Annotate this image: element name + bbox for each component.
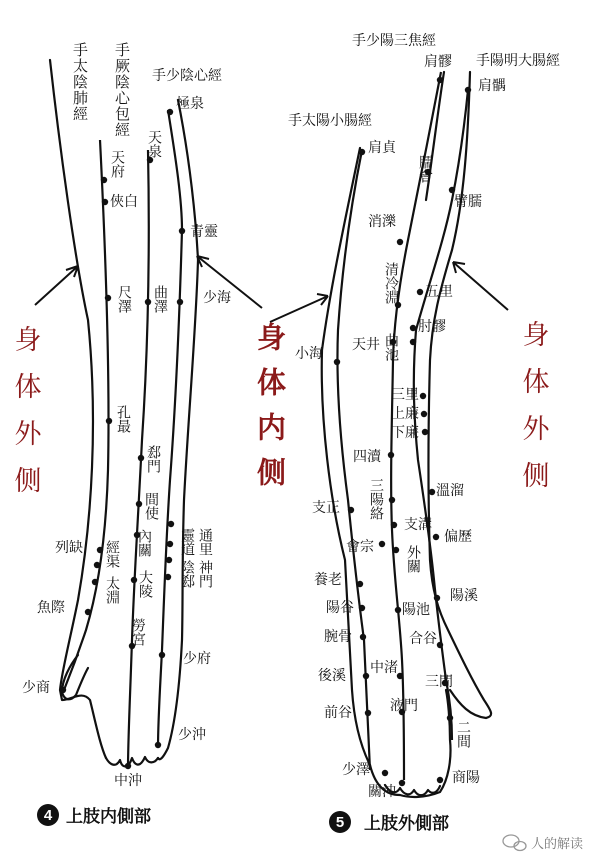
label-wenliu: 溫溜 bbox=[436, 483, 464, 499]
point-jianliao bbox=[437, 77, 443, 83]
side-label-outer-left: 身体外侧 bbox=[9, 325, 41, 513]
label-yinxi: 陰郄 bbox=[179, 560, 195, 588]
label-lingdao: 靈道 bbox=[179, 528, 195, 556]
point-shaoshang bbox=[60, 687, 66, 693]
label-zhongzhu: 中渚 bbox=[370, 660, 398, 676]
point-jianyu bbox=[465, 87, 471, 93]
label-qiangu: 前谷 bbox=[324, 705, 352, 721]
watermark bbox=[503, 835, 583, 852]
label-daling: 大陵 bbox=[137, 570, 153, 598]
caption-left-number: 4 bbox=[43, 807, 53, 824]
label-sidu: 四瀆 bbox=[353, 449, 381, 465]
point-zhizheng bbox=[348, 507, 354, 513]
label-pianli: 偏歷 bbox=[444, 529, 472, 545]
left-arm-figure bbox=[22, 42, 231, 789]
point-sanyangluo bbox=[389, 497, 395, 503]
caption-left bbox=[37, 804, 151, 827]
label-shaohai: 少海 bbox=[203, 290, 231, 306]
point-wangu bbox=[360, 634, 366, 640]
label-shangyang: 商陽 bbox=[452, 770, 480, 786]
label-yangxi: 陽溪 bbox=[450, 588, 478, 604]
label-wangu: 腕骨 bbox=[324, 629, 352, 645]
point-sanli bbox=[420, 393, 426, 399]
wechat-icon bbox=[503, 835, 526, 851]
watermark-text: 人的解读 bbox=[531, 837, 584, 852]
point-shaohai bbox=[177, 299, 183, 305]
point-zhouliao bbox=[410, 325, 416, 331]
caption-right-number: 5 bbox=[335, 814, 345, 831]
label-shanglian: 上廉 bbox=[391, 406, 419, 422]
label-tianfu: 天府 bbox=[109, 150, 125, 178]
point-qiangu bbox=[365, 710, 371, 716]
label-yuji: 魚際 bbox=[37, 600, 65, 616]
label-shaofu: 少府 bbox=[183, 651, 211, 667]
label-chize: 尺澤 bbox=[116, 285, 132, 313]
label-xiaohai: 小海 bbox=[295, 346, 323, 362]
side-label-outer-right: 身体外侧 bbox=[517, 320, 549, 508]
point-shaoze bbox=[382, 770, 388, 776]
label-large-intestine-meridian: 手陽明大腸經 bbox=[476, 53, 560, 69]
arrow-right-outer bbox=[453, 262, 508, 310]
label-yemen: 液門 bbox=[390, 698, 418, 714]
label-houxi: 後溪 bbox=[318, 668, 346, 684]
label-quchi: 曲池 bbox=[383, 333, 399, 361]
point-yinxi bbox=[166, 557, 172, 563]
label-wuli: 五里 bbox=[425, 284, 453, 300]
caption-left-title: 上肢内側部 bbox=[66, 807, 151, 827]
point-jianshi bbox=[136, 501, 142, 507]
point-lieque bbox=[97, 547, 103, 553]
point-quze bbox=[145, 299, 151, 305]
point-xialian bbox=[422, 429, 428, 435]
label-guanchong: 關沖 bbox=[368, 784, 396, 800]
label-huizong: 會宗 bbox=[346, 539, 374, 555]
label-tianquan: 天泉 bbox=[146, 130, 162, 158]
point-xiabai bbox=[102, 199, 108, 205]
label-naohui: 臑會 bbox=[417, 155, 433, 183]
label-lung-meridian: 手太陰肺經 bbox=[71, 42, 89, 122]
label-quze: 曲澤 bbox=[152, 285, 168, 313]
label-erjian: 二間 bbox=[455, 720, 471, 748]
point-wenliu bbox=[429, 489, 435, 495]
label-jianzhen: 肩貞 bbox=[368, 140, 396, 156]
label-neiguan: 內關 bbox=[136, 529, 152, 557]
point-jingqu bbox=[94, 562, 100, 568]
caption-right bbox=[329, 811, 449, 834]
point-shangyang bbox=[437, 777, 443, 783]
label-yanglao: 養老 bbox=[314, 572, 342, 588]
label-lieque: 列缺 bbox=[55, 540, 83, 556]
point-yangchi bbox=[395, 607, 401, 613]
label-jiquan: 極泉 bbox=[176, 96, 204, 112]
label-tianjing: 天井 bbox=[352, 337, 380, 353]
label-yangchi: 陽池 bbox=[402, 602, 430, 618]
label-heart-meridian: 手少陰心經 bbox=[152, 68, 222, 84]
point-zhigou bbox=[391, 522, 397, 528]
point-shenmen bbox=[165, 574, 171, 580]
point-tongli bbox=[167, 541, 173, 547]
point-huizong bbox=[379, 541, 385, 547]
point-wuli bbox=[417, 289, 423, 295]
point-yuji bbox=[85, 609, 91, 615]
label-xiaoluo: 消濼 bbox=[368, 214, 396, 230]
label-xialian: 下廉 bbox=[391, 425, 419, 441]
label-taiyuan: 太淵 bbox=[104, 576, 120, 604]
point-waiguan bbox=[393, 547, 399, 553]
label-yanggu: 陽谷 bbox=[326, 600, 354, 616]
label-qinglengyuan: 清冷淵 bbox=[383, 262, 399, 304]
point-yangxi bbox=[434, 595, 440, 601]
left-hand-fingers bbox=[106, 757, 158, 767]
point-jianzhen bbox=[359, 149, 365, 155]
label-sanli: 三里 bbox=[391, 387, 419, 403]
label-xiabai: 俠白 bbox=[110, 194, 138, 210]
label-zhongchong: 中沖 bbox=[114, 773, 142, 789]
label-shaochong: 少沖 bbox=[178, 727, 206, 743]
caption-right-title: 上肢外側部 bbox=[364, 814, 449, 834]
label-shenmen: 神門 bbox=[197, 560, 213, 588]
label-jianyu: 肩髃 bbox=[478, 78, 506, 94]
side-label-inner: 身体内侧 bbox=[253, 322, 287, 502]
point-guanchong bbox=[399, 780, 405, 786]
point-chize bbox=[105, 295, 111, 301]
point-shaofu bbox=[159, 652, 165, 658]
point-erjian bbox=[447, 715, 453, 721]
point-qingling bbox=[179, 228, 185, 234]
point-shanglian bbox=[421, 411, 427, 417]
point-houxi bbox=[363, 673, 369, 679]
point-quchi bbox=[410, 339, 416, 345]
label-qingling: 青靈 bbox=[190, 224, 218, 240]
label-tongli: 通里 bbox=[197, 528, 213, 556]
label-kongzui: 孔最 bbox=[115, 405, 131, 433]
point-hegu bbox=[437, 642, 443, 648]
point-zhongchong bbox=[125, 763, 131, 769]
label-jianshi: 間使 bbox=[143, 492, 159, 520]
label-ximen: 郄門 bbox=[145, 445, 161, 473]
label-jingqu: 經渠 bbox=[104, 540, 120, 568]
arrow-left-outer bbox=[35, 266, 78, 305]
label-sanjian: 三間 bbox=[425, 674, 453, 690]
label-binao: 臂臑 bbox=[454, 194, 482, 210]
point-binao bbox=[449, 187, 455, 193]
point-taiyuan bbox=[92, 579, 98, 585]
label-shaoshang: 少商 bbox=[22, 680, 50, 696]
point-shaochong bbox=[155, 742, 161, 748]
point-xiaohai bbox=[334, 359, 340, 365]
point-yanglao bbox=[357, 581, 363, 587]
label-zhouliao: 肘髎 bbox=[418, 319, 446, 335]
point-pianli bbox=[433, 534, 439, 540]
label-small-intestine-meridian: 手太陽小腸經 bbox=[288, 113, 372, 129]
point-lingdao bbox=[168, 521, 174, 527]
label-laogong: 勞宮 bbox=[130, 618, 146, 646]
point-jiquan bbox=[167, 109, 173, 115]
label-hegu: 合谷 bbox=[409, 631, 437, 647]
point-kongzui bbox=[106, 418, 112, 424]
label-jianliao: 肩髎 bbox=[424, 54, 452, 70]
point-yanggu bbox=[359, 605, 365, 611]
point-ximen bbox=[138, 455, 144, 461]
arrow-inner-right bbox=[270, 294, 328, 322]
label-shaoze: 少澤 bbox=[342, 762, 370, 778]
label-zhizheng: 支正 bbox=[312, 500, 340, 516]
label-waiguan: 外關 bbox=[405, 545, 421, 573]
label-sanyangluo: 三陽絡 bbox=[368, 478, 384, 520]
label-pericardium-meridian: 手厥陰心包經 bbox=[113, 42, 131, 138]
point-tianfu bbox=[101, 177, 107, 183]
point-sidu bbox=[388, 452, 394, 458]
label-sanjiao-meridian: 手少陽三焦經 bbox=[352, 33, 436, 49]
label-zhigou: 支溝 bbox=[404, 517, 432, 533]
point-xiaoluo bbox=[397, 239, 403, 245]
